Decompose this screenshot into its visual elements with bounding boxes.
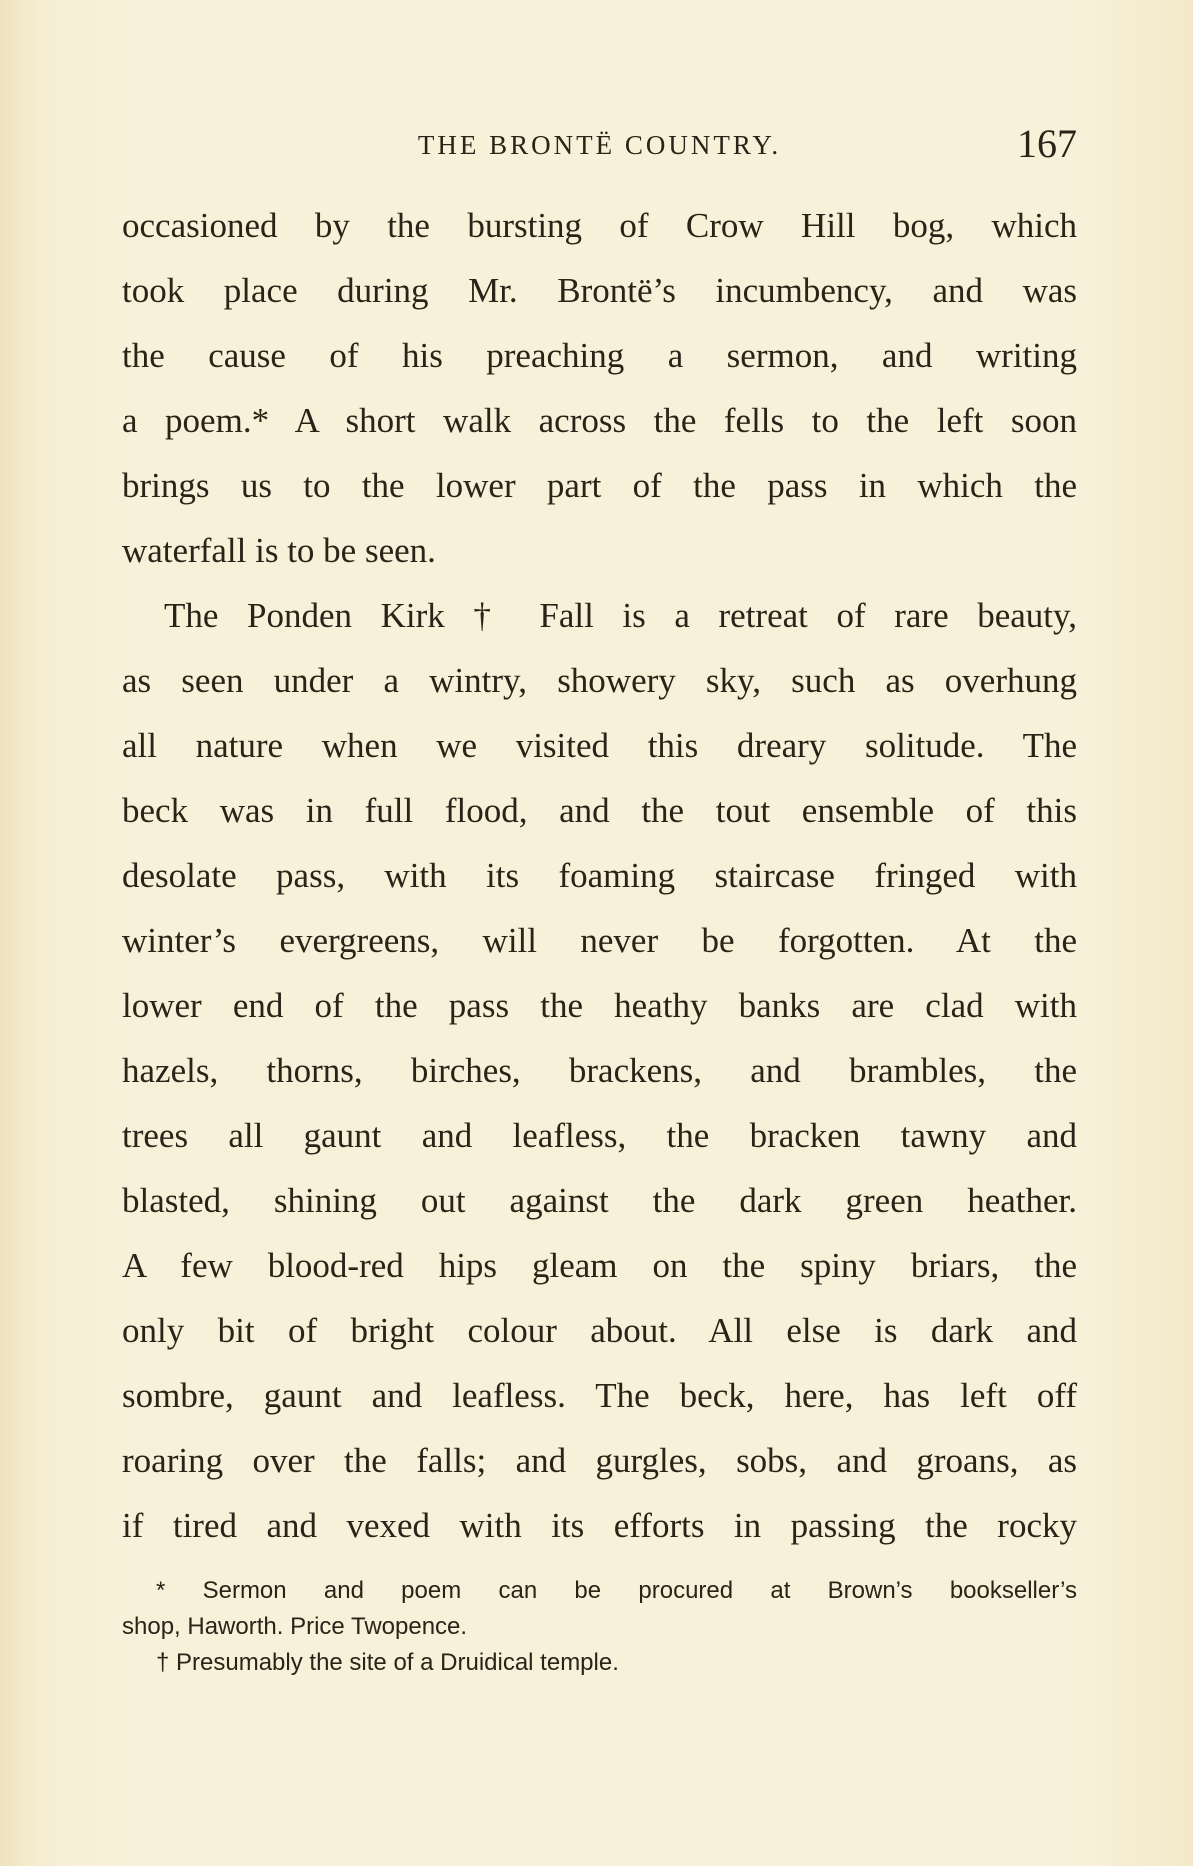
text-line: A few blood-red hips gleam on the spiny briars, the [122, 1246, 1077, 1285]
text-line: occasioned by the bursting of Crow Hill bog, which [122, 206, 1077, 245]
text-line: all nature when we visited this dreary solitude. The [122, 726, 1077, 765]
text-line: waterfall is to be seen. [122, 531, 436, 570]
footnote-line: shop, Haworth. Price Twopence. [122, 1613, 468, 1640]
text-line: winter’s evergreens, will never be forgotten. At the [122, 921, 1077, 960]
text-line: brings us to the lower part of the pass in which the [122, 466, 1077, 505]
running-head [122, 120, 1077, 180]
body-text [122, 193, 1077, 1558]
text-line: a poem.* A short walk across the fells to the left soon [122, 401, 1077, 440]
text-line: roaring over the falls; and gurgles, sobs, and groans, as [122, 1441, 1077, 1480]
footnote-line: * Sermon and poem can be procured at Brown’s bookseller’s [156, 1577, 1077, 1604]
text-line: beck was in full flood, and the tout ensemble of this [122, 791, 1077, 830]
text-line: desolate pass, with its foaming staircase fringed with [122, 856, 1077, 895]
text-line: blasted, shining out against the dark green heather. [122, 1181, 1077, 1220]
text-line: The Ponden Kirk † Fall is a retreat of rare beauty, [164, 596, 1077, 635]
text-line: as seen under a wintry, showery sky, such as overhung [122, 661, 1077, 700]
text-line: trees all gaunt and leafless, the bracken tawny and [122, 1116, 1077, 1155]
footnotes [122, 1573, 1077, 1681]
text-line: sombre, gaunt and leafless. The beck, here, has left off [122, 1376, 1077, 1415]
text-line: the cause of his preaching a sermon, and writing [122, 336, 1077, 375]
running-title: THE BRONTË COUNTRY. [417, 130, 782, 160]
text-line: took place during Mr. Brontë’s incumbency, and was [122, 271, 1077, 310]
text-line: if tired and vexed with its efforts in passing the rocky [122, 1506, 1077, 1545]
page-number: 167 [1017, 121, 1077, 166]
footnote-line: † Presumably the site of a Druidical temple. [156, 1649, 619, 1676]
text-line: lower end of the pass the heathy banks are clad with [122, 986, 1077, 1025]
text-line: hazels, thorns, birches, brackens, and brambles, the [122, 1051, 1077, 1090]
text-line: only bit of bright colour about. All else is dark and [122, 1311, 1077, 1350]
